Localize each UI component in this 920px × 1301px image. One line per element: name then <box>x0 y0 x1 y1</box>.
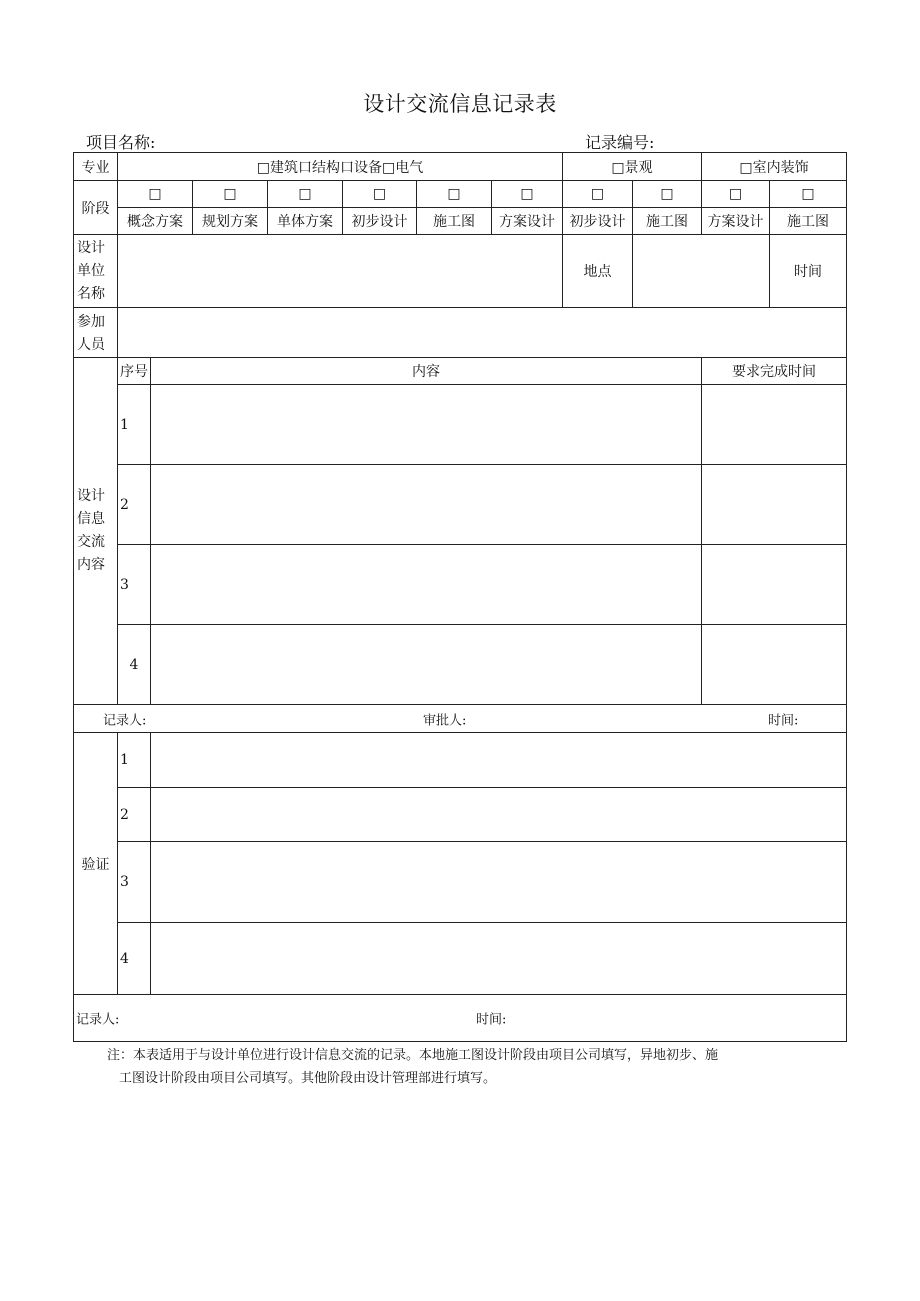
record-number-label: 记录编号: <box>585 133 655 152</box>
verification-row <box>74 788 847 842</box>
verification-field[interactable] <box>151 733 847 788</box>
exchange-row <box>74 385 847 465</box>
row-number: 4 <box>118 923 151 995</box>
exchange-signature-row <box>74 705 847 733</box>
exchange-header-row <box>74 358 847 385</box>
stage-label: 单体方案 <box>268 208 343 235</box>
verification-field[interactable] <box>151 923 847 995</box>
exchange-content-field[interactable] <box>151 465 702 545</box>
exchange-row <box>74 625 847 705</box>
row-number: 3 <box>118 842 151 923</box>
phase-label: 阶段 <box>74 181 118 235</box>
stage-label: 方案设计 <box>492 208 563 235</box>
row-number: 4 <box>118 625 151 705</box>
exchange-deadline-field[interactable] <box>702 385 847 465</box>
participants-label <box>74 308 118 358</box>
row-number: 1 <box>118 385 151 465</box>
phase-checkbox[interactable]: □ <box>417 181 492 208</box>
stage-label: 初步设计 <box>563 208 633 235</box>
sign-time-label: 时间: <box>476 1012 507 1028</box>
exchange-deadline-field[interactable] <box>702 545 847 625</box>
participants-row <box>74 308 847 358</box>
project-name-label: 项目名称: <box>86 133 156 152</box>
specialty-label: 专业 <box>74 153 118 181</box>
participants-field[interactable] <box>118 308 847 358</box>
phase-checkbox[interactable]: □ <box>343 181 417 208</box>
label-line: 单位 <box>77 262 105 279</box>
verification-signature-cell <box>74 995 847 1042</box>
footnote-line: 注：本表适用于与设计单位进行设计信息交流的记录。本地施工图设计阶段由项目公司填写，异地初步、施 <box>107 1048 719 1063</box>
specialty-group-landscape[interactable]: □景观 <box>563 153 702 181</box>
exchange-content-field[interactable] <box>151 545 702 625</box>
page-title: 设计交流信息记录表 <box>363 92 557 116</box>
exchange-content-field[interactable] <box>151 625 702 705</box>
phase-checkbox[interactable]: □ <box>563 181 633 208</box>
col-content-header: 内容 <box>151 358 702 385</box>
time-label: 时间 <box>770 235 847 308</box>
footnote-line: 工图设计阶段由项目公司填写。其他阶段由设计管理部进行填写。 <box>119 1071 497 1086</box>
verification-label: 验证 <box>74 733 118 995</box>
label-line: 名称 <box>77 285 105 302</box>
row-number: 3 <box>118 545 151 625</box>
phase-checkbox[interactable]: □ <box>492 181 563 208</box>
verification-signature-row <box>74 995 847 1042</box>
stage-label: 施工图 <box>417 208 492 235</box>
recorder-label: 记录人: <box>76 1012 120 1028</box>
specialty-row <box>74 153 847 181</box>
exchange-deadline-field[interactable] <box>702 625 847 705</box>
label-line: 内容 <box>77 557 105 573</box>
verification-row <box>74 733 847 788</box>
location-field[interactable] <box>633 235 770 308</box>
stage-label: 概念方案 <box>118 208 193 235</box>
design-unit-row <box>74 235 847 308</box>
approver-label: 审批人: <box>423 713 467 728</box>
verification-field[interactable] <box>151 842 847 923</box>
row-number: 2 <box>118 465 151 545</box>
phase-checkbox[interactable]: □ <box>118 181 193 208</box>
location-label: 地点 <box>563 235 633 308</box>
label-line: 人员 <box>77 337 105 353</box>
phase-checkbox-row <box>74 181 847 208</box>
phase-checkbox[interactable]: □ <box>770 181 847 208</box>
exchange-row <box>74 465 847 545</box>
phase-stage-row <box>74 208 847 235</box>
design-unit-name-field[interactable] <box>118 235 563 308</box>
label-line: 设计 <box>77 239 105 256</box>
stage-label: 施工图 <box>633 208 702 235</box>
verification-row <box>74 842 847 923</box>
exchange-label <box>74 358 118 705</box>
stage-label: 施工图 <box>770 208 847 235</box>
exchange-deadline-field[interactable] <box>702 465 847 545</box>
stage-label: 初步设计 <box>343 208 417 235</box>
stage-label: 方案设计 <box>702 208 770 235</box>
label-line: 设计 <box>77 488 105 504</box>
design-unit-label <box>74 235 118 308</box>
specialty-group-interior[interactable]: □室内装饰 <box>702 153 847 181</box>
col-deadline-header: 要求完成时间 <box>702 358 847 385</box>
phase-checkbox[interactable]: □ <box>268 181 343 208</box>
verification-row <box>74 923 847 995</box>
record-form-table <box>73 152 847 1042</box>
phase-checkbox[interactable]: □ <box>193 181 268 208</box>
sign-time-label: 时间: <box>768 713 799 728</box>
exchange-signature-cell <box>74 705 847 733</box>
row-number: 1 <box>118 733 151 788</box>
phase-checkbox[interactable]: □ <box>702 181 770 208</box>
recorder-label: 记录人: <box>103 713 147 728</box>
label-line: 参加 <box>77 314 105 330</box>
verification-field[interactable] <box>151 788 847 842</box>
label-line: 信息 <box>77 511 105 527</box>
stage-label: 规划方案 <box>193 208 268 235</box>
col-number-header: 序号 <box>118 358 151 385</box>
specialty-group-architecture[interactable]: □建筑口结构口设备□电气 <box>118 153 563 181</box>
row-number: 2 <box>118 788 151 842</box>
phase-checkbox[interactable]: □ <box>633 181 702 208</box>
exchange-content-field[interactable] <box>151 385 702 465</box>
label-line: 交流 <box>77 534 105 550</box>
footnote <box>73 1044 846 1090</box>
exchange-row <box>74 545 847 625</box>
